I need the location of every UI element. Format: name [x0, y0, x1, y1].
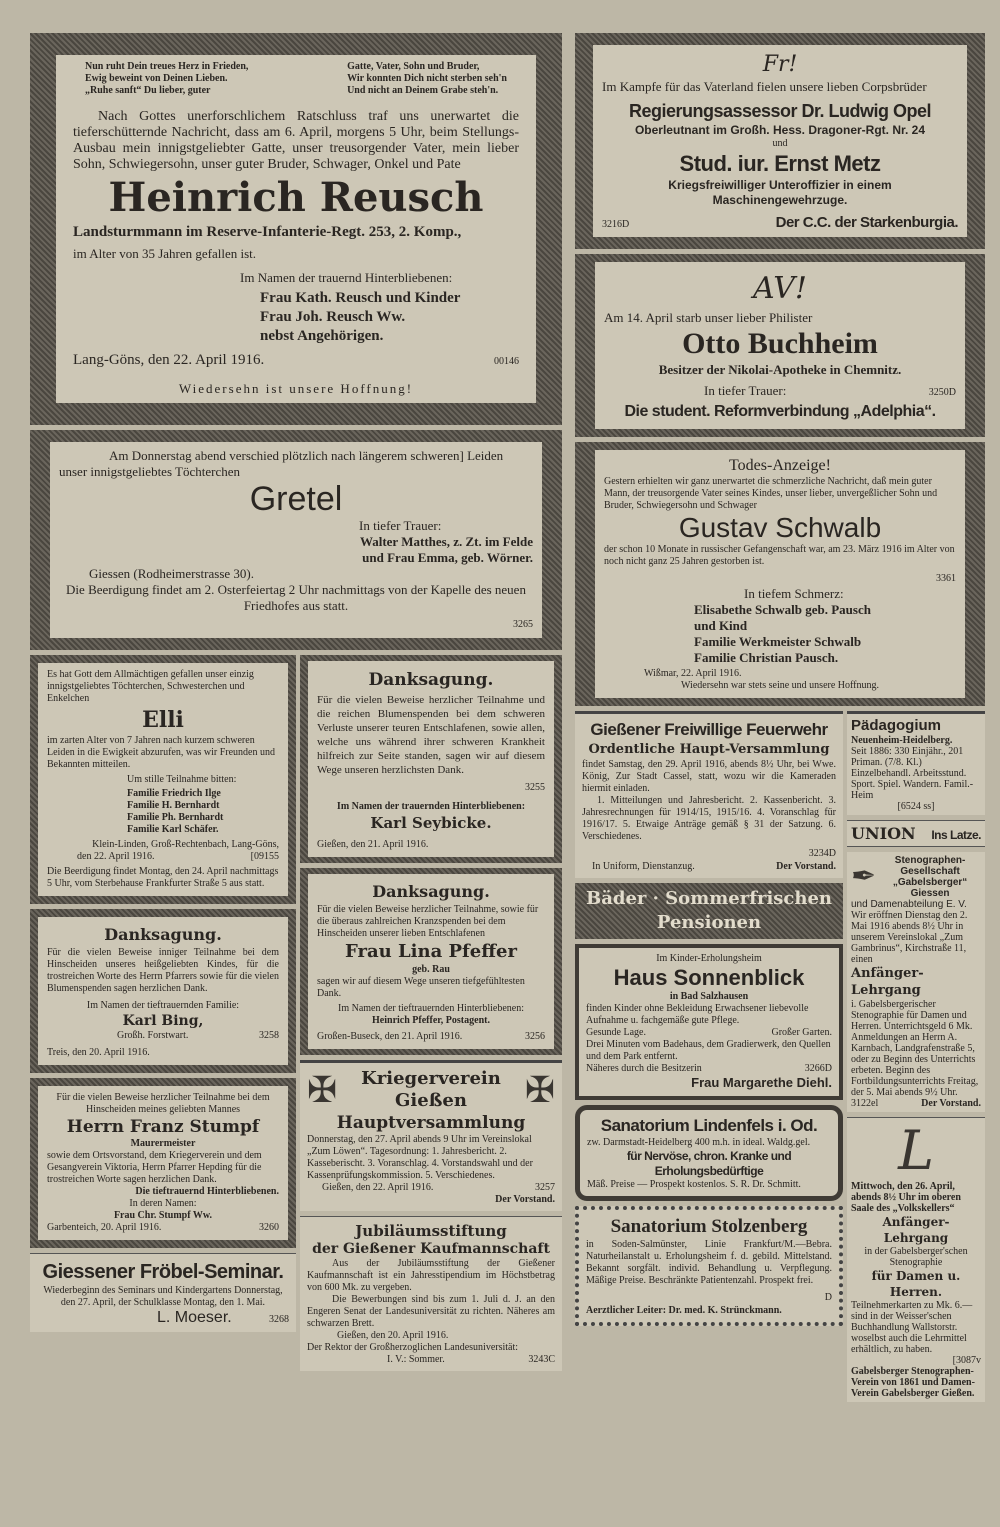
iron-cross-icon: ✠: [524, 1070, 555, 1110]
thanks-intro: Für die vielen Beweise herzlicher Teilnahme bei dem Hinscheiden meines geliebten Mannes: [56, 1092, 270, 1115]
obituary-gustav-schwalb: [575, 442, 985, 706]
ad-code: 3265: [513, 619, 533, 630]
ad-haus-sonnenblick: [575, 944, 843, 1100]
funeral-notice: Die Beerdigung findet Montag, den 24. April nachmittags 5 Uhr, vom Sterbehause Frankfurter Straße 5 aus statt.: [47, 866, 279, 889]
signer: Familie H. Bernhardt: [127, 800, 220, 811]
signer: Der Vorstand.: [776, 861, 836, 872]
ad-code: 3361: [936, 573, 956, 584]
mourning-label: In tiefer Trauer:: [359, 518, 442, 533]
signer: Frau Kath. Reusch und Kinder: [260, 290, 461, 306]
request-label: Um stille Teilnahme bitten:: [127, 774, 237, 785]
obituary-intro: Am Donnerstag abend verschied plötzlich nach längerem schweren] Leiden unser innigstgeliebtes Töchterchen: [59, 448, 504, 479]
ad-text: Mäß. Preise — Prospekt kostenlos. S. R. Dr. Schmitt.: [587, 1179, 801, 1190]
ad-text: Gesunde Lage.: [586, 1027, 646, 1038]
signer-group: Die tieftrauernd Hinterbliebenen.: [135, 1186, 279, 1197]
ad-intro: Im Kinder-Erholungsheim: [656, 953, 762, 964]
place-date: Treis, den 20. April 1916.: [47, 1047, 150, 1058]
obituary-elli: [30, 655, 296, 904]
ad-title: UNION: [851, 824, 916, 843]
place-date: Wißmar, 22. April 1916.: [644, 668, 742, 679]
ad-text: in Soden-Salmünster, Linie Frankfurt/M.—Bebra. Naturheilanstalt u. Erholungsheim f. d. gebild. Mittelstand. Bekannt sorgfält. individ. Behandlung u. Verpflegung. Mäßige Preise. Beschränkte Patientenzahl. Prospekt frei.: [586, 1239, 832, 1286]
course-audience: für Damen u. Herren.: [871, 1269, 961, 1299]
ad-code: [09155: [250, 851, 279, 862]
doctor: Aerztlicher Leiter: Dr. med. K. Strünckmann.: [586, 1305, 782, 1316]
signer: I. V.: Sommer.: [387, 1354, 445, 1365]
signer: Familie Karl Schäfer.: [127, 824, 219, 835]
deceased-title: Besitzer der Nikolai-Apotheke in Chemnitz.: [658, 362, 902, 377]
ad-text: Aus der Jubiläumsstiftung der Gießener Kaufmannschaft ist ein Jahresstipendium im Höchstbetrag von 600 Mk. zu vergeben.: [307, 1258, 555, 1293]
course-method: in der Gabelsberger'schen Stenographie: [864, 1246, 968, 1268]
left-section: [30, 33, 562, 1371]
monogram: AV!: [753, 271, 807, 306]
ad-text: i. Gabelsbergerischer Stenographie für Damen und Herren. Unterrichtsgeld 6 Mk. Anmeldungen an Herrn A. Karnbach, Landgrafenstraße 5, oder zu Beginn des Unterrichts erbeten. Beginn des Fortbildungsunterrichts Freitag, der 5. Mai abends 9½ Uhr.: [851, 999, 979, 1098]
on-behalf-label: Im Namen der tieftrauernden Familie:: [86, 1000, 240, 1011]
ad-code: 3268: [269, 1314, 289, 1325]
thanks-franz-stumpf: [30, 1078, 296, 1248]
ad-union: [847, 820, 985, 847]
monogram: Fr!: [762, 52, 798, 77]
signer: Karl Bing,: [122, 1013, 204, 1029]
ad-text: Wir eröffnen Dienstag den 2. Mai 1916 abends 8½ Uhr in unserem Vereinslokal „Zum Gambrinus“, Kirchstraße 11, einen: [851, 910, 968, 965]
closing-line: Wiedersehn war stets seine und unsere Hoffnung.: [681, 680, 879, 691]
places: Klein-Linden, Groß-Rechtenbach, Lang-Göns,: [92, 839, 279, 850]
ad-code: 3216D: [602, 219, 630, 230]
place-date: Lang-Göns, den 22. April 1916.: [73, 352, 265, 368]
ad-paedagogium: [847, 711, 985, 815]
ad-code: 3250D: [928, 387, 956, 398]
ad-title: Jubiläumsstiftung: [355, 1222, 507, 1240]
ad-title: Sanatorium Stolzenberg: [610, 1216, 808, 1237]
obituary-intro: Im Kampfe für das Vaterland fielen unsere lieben Corpsbrüder: [602, 79, 927, 94]
ad-text: finden Kinder ohne Bekleidung Erwachsener liebevolle Aufnahme u. fachgemäße gute Pflege.: [586, 1003, 809, 1026]
obituary-intro: Am 14. April starb unser lieber Philister: [604, 310, 813, 325]
verse-line: „Ruhe sanft“ Du lieber, guter: [85, 85, 211, 96]
owner: Frau Margarethe Diehl.: [691, 1075, 832, 1090]
mourning-label: In tiefer Trauer:: [704, 383, 787, 398]
deceased-name: Herrn Franz Stumpf: [66, 1117, 260, 1137]
obituary-intro: Nach Gottes unerforschlichem Ratschluss traf uns unerwartet die tieferschütternde Nachricht, dass am 6. April, morgens 5 Uhr, beim Stellungs-Ausbau mein innigstgeliebter Gatte, unser treusorgender Vater, mein lieber Sohn, Schwiegersohn, unser guter Bruder, Schwager, Onkel und Pate: [73, 109, 519, 172]
deceased-age: im Alter von 35 Jahren gefallen ist.: [73, 246, 257, 261]
ad-code: [6524 ss]: [897, 801, 935, 812]
heading: Danksagung.: [368, 670, 494, 690]
ad-sanatorium-lindenfels: [575, 1105, 843, 1201]
place-date: Gießen, den 22. April 1916.: [322, 1182, 434, 1193]
place-date: Gießen, den 20. April 1916.: [337, 1330, 449, 1341]
left-subcolumns: [30, 655, 562, 1371]
signer: Der Vorstand.: [921, 1098, 981, 1109]
right-subcolumns: [575, 711, 985, 1402]
conjunction: und: [772, 138, 788, 149]
deceased-name: Frau Lina Pfeffer: [345, 941, 517, 962]
ad-subtitle: Ordentliche Haupt-Versammlung: [588, 742, 830, 757]
ad-text: Wiederbeginn des Seminars und Kindergartens Donnerstag, den 27. April, der Schulklasse Montag, den 1. Mai.: [43, 1285, 283, 1308]
section-banner-baeder: [575, 883, 843, 939]
verse-line: Gatte, Vater, Sohn und Bruder,: [347, 61, 480, 72]
signer: Frau Joh. Reusch Ww.: [260, 309, 406, 325]
detail: der schon 10 Monate in russischer Gefangenschaft war, am 23. März 1916 im Alter von noch nicht ganz 25 Jahren gestorben ist.: [604, 544, 955, 567]
thanks-karl-seybicke: [300, 655, 562, 863]
deceased-role: Maurermeister: [130, 1138, 196, 1149]
obituary-opel-metz: [575, 33, 985, 249]
signer: Frau Chr. Stumpf Ww.: [113, 1210, 213, 1221]
thanks-text: Für die vielen Beweise inniger Teilnahme bei dem Hinscheiden unseres heißgeliebten Kindes, für die trostreichen Worte des Herrn Pfarrers sowie für die vielen Blumenspenden sagen herzlichen Dank.: [47, 947, 279, 994]
verse-line: Ewig beweint von Deinen Lieben.: [85, 73, 228, 84]
ad-text: Donnerstag, den 27. April abends 9 Uhr im Vereinslokal „Zum Löwen“. Tagesordnung: 1. Jahresbericht. 2. Kasseberischt. 3. Voranschlag. 4. Vorstandswahl und der Kassenprüfungskommission. 5. Verschiedenes.: [307, 1134, 533, 1181]
signer: Familie Ph. Bernhardt: [127, 812, 224, 823]
quill-icon: ✒: [851, 860, 877, 893]
signer: Familie Friedrich Ilge: [127, 788, 221, 799]
signer: Gabelsberger Stenographen-Verein von 1861 und Damen-Verein Gabelsberger Gießen.: [851, 1366, 975, 1399]
funeral-notice: Die Beerdigung findet am 2. Osterfeiertag 2 Uhr nachmittags von der Kapelle des neuen Friedhofes aus statt.: [66, 582, 526, 613]
ad-title: Sanatorium Lindenfels i. Od.: [600, 1116, 818, 1135]
ad-title: Pädagogium: [851, 717, 942, 734]
heading: Todes-Anzeige!: [729, 457, 831, 474]
verse-line: Nun ruht Dein treues Herz in Frieden,: [85, 61, 249, 72]
signer: Die student. Reformverbindung „Adelphia“.: [624, 403, 936, 420]
ad-title: der Gießener Kaufmannschaft: [312, 1241, 550, 1257]
thanks-lina-pfeffer: [300, 868, 562, 1055]
signer: Der C.C. der Starkenburgia.: [775, 214, 958, 231]
ad-jubilaeumsstiftung: [300, 1216, 562, 1371]
banner-line: Bäder · Sommerfrischen: [585, 888, 832, 909]
place-date: Großen-Buseck, den 21. April 1916.: [317, 1031, 463, 1042]
maiden-name: geb. Rau: [412, 964, 450, 975]
verse-line: Wir konnten Dich nicht sterben seh'n: [347, 73, 507, 84]
deceased-rank: Oberleutnant im Großh. Hess. Dragoner-Rgt. Nr. 24: [634, 123, 926, 137]
deceased-name: Stud. iur. Ernst Metz: [679, 151, 881, 176]
place-date: Gießen, den 21. April 1916.: [317, 839, 429, 850]
ad-code: 3255: [525, 782, 545, 793]
signer: Der Vorstand.: [495, 1194, 555, 1205]
ad-subtitle: Hauptversammlung: [336, 1113, 526, 1133]
agenda: 1. Mitteilungen und Jahresbericht. 2. Kassenbericht. 3. Jahresrechnungen für 1914/15, 1915/16. 4. Voranschlag für 1916/17. 5. Etwaige Anträge gemäß § 31 der Satzung. 6. Verschiedenes.: [582, 795, 836, 842]
ad-title: Kriegerverein: [361, 1068, 501, 1089]
ad-feuerwehr: [575, 711, 843, 878]
ad-code: 3243C: [528, 1354, 555, 1365]
ad-title: Gießen: [395, 1090, 467, 1111]
obituary-intro: Gestern erhielten wir ganz unerwartet die schmerzliche Nachricht, daß mein guter Mann, der treusorgende Vater seines Kindes, unser lieber, unvergeßlicher Sohn und Bruder, Schwiegersohn und Schwager: [604, 476, 938, 511]
ad-code: 3256: [525, 1031, 545, 1042]
ad-code: 3260: [259, 1222, 279, 1233]
signer-role: Großh. Forstwart.: [117, 1030, 189, 1041]
right-section: [575, 33, 985, 1402]
obituary-heinrich-reusch: [30, 33, 562, 425]
deceased-name: Heinrich Reusch: [108, 174, 484, 221]
signer: nebst Angehörigen.: [260, 328, 384, 344]
thanks-karl-bing: [30, 909, 296, 1073]
ad-sanatorium-stolzenberg: [575, 1206, 843, 1326]
signer: Karl Seybicke.: [370, 814, 492, 832]
on-behalf-label: In deren Namen:: [129, 1198, 197, 1209]
ad-gabelsberger-verein-1861: [847, 1117, 985, 1402]
thanks-line: sagen wir auf diesem Wege unseren tiefgefühltesten Dank.: [317, 976, 525, 999]
signer: und Frau Emma, geb. Wörner.: [362, 550, 533, 565]
ad-subtitle: Ins Latze.: [931, 828, 981, 842]
deceased-name: Regierungsassessor Dr. Ludwig Opel: [628, 101, 932, 121]
ad-kriegerverein: [300, 1060, 562, 1211]
ad-text: Drei Minuten vom Badehaus, dem Gradierwerk, den Quellen und dem Park entfernt.: [586, 1039, 831, 1062]
closing-line: Wiedersehn ist unsere Hoffnung!: [178, 381, 414, 396]
ad-org: und Damenabteilung E. V.: [851, 899, 967, 910]
signer: Walter Matthes, z. Zt. im Felde: [359, 534, 533, 549]
ad-code: [3087v: [952, 1355, 981, 1366]
ad-place: Neuenheim-Heidelberg.: [851, 735, 953, 746]
stenography-glyph: L: [898, 1119, 934, 1182]
contact: Näheres durch die Besitzerin: [586, 1063, 702, 1074]
on-behalf-label: Im Namen der trauernden Hinterbliebenen:: [336, 801, 526, 812]
signer: Familie Werkmeister Schwalb: [694, 634, 862, 649]
dress-code: In Uniform, Dienstanzug.: [592, 861, 695, 872]
ad-place: in Bad Salzhausen: [669, 991, 749, 1002]
deceased-name: Elli: [142, 707, 184, 733]
ad-text: Seit 1886: 330 Einjähr., 201 Priman. (7/8. Kl.) Einzelbehandl. Arbeitsstund. Sport. Spiel. Wandern. Famil.-Heim: [851, 746, 974, 801]
ad-code: 3234D: [808, 848, 836, 859]
signer: Heinrich Pfeffer, Postagent.: [372, 1015, 490, 1026]
signer: Familie Christian Pausch.: [694, 650, 839, 665]
thanks-text: Für die vielen Beweise herzlicher Teilnahme und die reichen Blumenspenden bei dem schweren Verluste unserer teuren Entschlafenen, sowie allen, welche uns während ihrer schweren Krankheit hilfreich zur Seite standen, sagen wir auf diesem Wege unseren herzlichsten Dank.: [317, 694, 545, 776]
ad-title: Haus Sonnenblick: [613, 965, 805, 990]
ad-title: Gießener Freiwillige Feuerwehr: [590, 720, 828, 739]
ad-text: Großer Garten.: [771, 1027, 832, 1038]
obituary-intro: Es hat Gott dem Allmächtigen gefallen unser einzig innigstgeliebtes Töchterchen, Schwesterchen und Enkelchen: [47, 669, 254, 704]
ad-code: 3266D: [804, 1063, 832, 1074]
ad-title: Giessener Fröbel-Seminar.: [42, 1261, 284, 1283]
verse-line: Und nicht an Deinem Grabe steh'n.: [347, 85, 499, 96]
ad-code: D: [824, 1292, 832, 1303]
obituary-otto-buchheim: [575, 254, 985, 437]
signer: L. Moeser.: [157, 1309, 232, 1326]
date: den 22. April 1916.: [77, 851, 155, 862]
on-behalf-label: Im Namen der trauernd Hinterbliebenen:: [240, 270, 453, 285]
heading: Danksagung.: [372, 882, 490, 901]
course-title: Anfänger-Lehrgang: [851, 966, 924, 998]
ad-code: 3122el: [851, 1098, 879, 1109]
signer: Elisabethe Schwalb geb. Pausch: [694, 602, 871, 617]
ad-froebel-seminar: [30, 1253, 296, 1332]
ad-text: findet Samstag, den 29. April 1916, abends 8½ Uhr, bei Wwe. König, Zur Stadt Cassel, statt, wozu wir die Kameraden hiermit einladen.: [582, 759, 836, 794]
ad-text: Teilnehmerkarten zu Mk. 6.— sind in der Weisser'schen Buchhandlung Wallstorstr. woselbst auch die Lehrmittel erhältlich, zu haben.: [851, 1300, 973, 1355]
heading: Danksagung.: [104, 925, 222, 944]
signer: Der Rektor der Großherzoglichen Landesuniversität:: [307, 1342, 519, 1353]
ad-text: Mittwoch, den 26. April, abends 8½ Uhr im oberen Saale des „Volkskellers“: [851, 1181, 961, 1214]
deceased-rank: Landsturmmann im Reserve-Infanterie-Regt. 253, 2. Komp.,: [73, 224, 462, 240]
ad-code: 3257: [535, 1182, 555, 1193]
ad-stenographen-gabelsberger: [847, 852, 985, 1112]
thanks-text: sowie dem Ortsvorstand, dem Kriegerverein und dem Gesangverein Viktoria, Herrn Pfarrer Hepding für die trostreichen Worte sagen herzlichen Dank.: [47, 1150, 262, 1185]
thanks-text: Für die vielen Beweise herzlicher Teilnahme, sowie für die überaus zahlreichen Kranzspenden bei dem Hinscheiden unserer lieben Entschlafenen: [317, 904, 539, 939]
signer: und Kind: [694, 618, 748, 633]
ad-banner: Stenographen-Gesellschaft „Gabelsberger“ Giessen: [892, 855, 968, 899]
deceased-name: Gretel: [249, 480, 343, 518]
ad-code: 00146: [494, 356, 519, 367]
banner-line: Pensionen: [656, 912, 762, 933]
deceased-name: Otto Buchheim: [682, 327, 878, 360]
course-title: Anfänger-Lehrgang: [882, 1215, 950, 1245]
ad-code: 3258: [259, 1030, 279, 1041]
obituary-text: im zarten Alter von 7 Jahren nach kurzem schweren Leiden in die Ewigkeit abzurufen, was wir Freunden und Bekannten mitteilen.: [47, 735, 275, 770]
ad-text: Die Bewerbungen sind bis zum 1. Juli d. J. an den Engeren Senat der Landesuniversität zu richten. Näheres am schwarzen Brett.: [307, 1294, 555, 1329]
place-date: Garbenteich, 20. April 1916.: [47, 1222, 162, 1233]
address: Giessen (Rodheimerstrasse 30).: [89, 566, 254, 581]
deceased-rank: Kriegsfreiwilliger Unteroffizier in einem Maschinengewehrzuge.: [668, 178, 892, 207]
obituary-gretel: [30, 430, 562, 650]
on-behalf-label: Im Namen der tieftrauernden Hinterbliebenen:: [337, 1003, 525, 1014]
iron-cross-icon: ✠: [307, 1070, 338, 1110]
deceased-name: Gustav Schwalb: [678, 512, 882, 543]
ad-text: für Nervöse, chron. Kranke und Erholungsbedürftige: [626, 1149, 792, 1178]
ad-text: zw. Darmstadt-Heidelberg 400 m.h. in ideal. Waldg.gel.: [587, 1137, 811, 1148]
mourning-label: In tiefem Schmerz:: [744, 586, 844, 601]
